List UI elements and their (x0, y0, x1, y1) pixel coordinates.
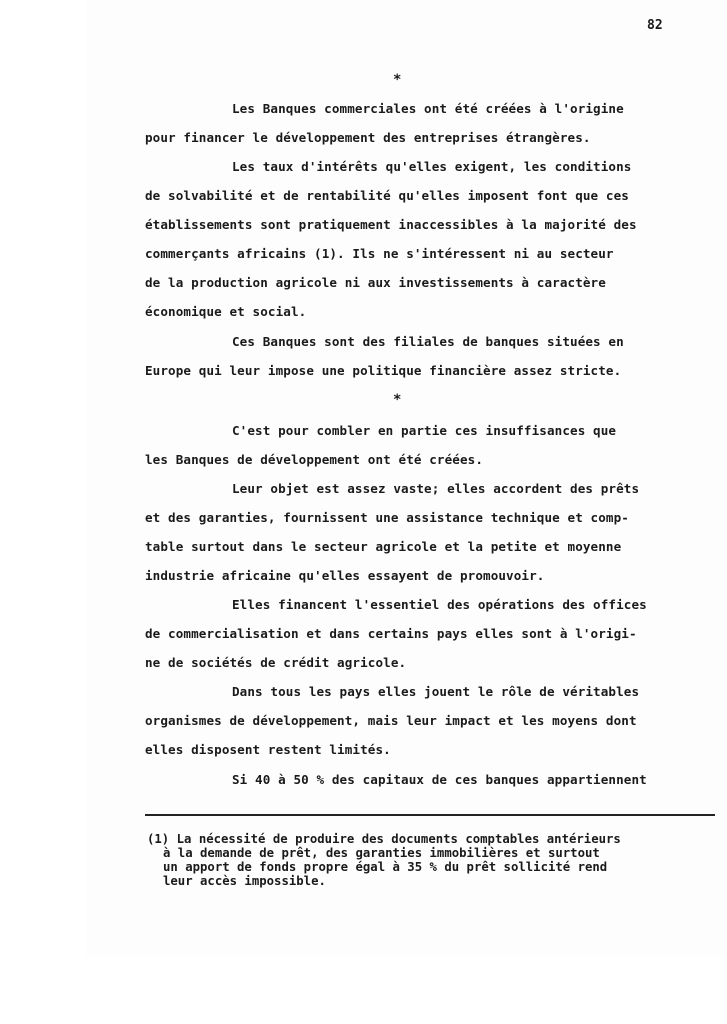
text-line: table surtout dans le secteur agricole et la petite et moyenne (145, 539, 622, 554)
text-line: pour financer le développement des entreprises étrangères. (145, 130, 591, 145)
footnote-divider (145, 814, 715, 816)
page-number: 82 (647, 18, 663, 33)
text-line: de la production agricole ni aux investissements à caractère (145, 275, 606, 290)
text-line: Les Banques commerciales ont été créées à l'origine (232, 101, 624, 116)
footnote-line: (1) La nécessité de produire des documents comptables antérieurs (147, 832, 621, 846)
text-line: Leur objet est assez vaste; elles accordent des prêts (232, 481, 640, 496)
text-line: Elles financent l'essentiel des opérations des offices (232, 597, 647, 612)
text-line: de commercialisation et dans certains pays elles sont à l'origi- (145, 626, 637, 641)
text-line: Les taux d'intérêts qu'elles exigent, les conditions (232, 159, 632, 174)
text-line: de solvabilité et de rentabilité qu'elles imposent font que ces (145, 188, 629, 203)
section-separator-star: * (393, 72, 402, 88)
text-line: industrie africaine qu'elles essayent de promouvoir. (145, 568, 545, 583)
text-line: Ces Banques sont des filiales de banques situées en (232, 334, 624, 349)
text-line: établissements sont pratiquement inaccessibles à la majorité des (145, 217, 637, 232)
text-line: Europe qui leur impose une politique financière assez stricte. (145, 363, 622, 378)
section-separator-star: * (393, 392, 402, 408)
text-line: Si 40 à 50 % des capitaux de ces banques appartiennent (232, 772, 647, 787)
text-line: organismes de développement, mais leur impact et les moyens dont (145, 713, 637, 728)
text-line: ne de sociétés de crédit agricole. (145, 655, 407, 670)
text-line: Dans tous les pays elles jouent le rôle de véritables (232, 684, 640, 699)
text-line: les Banques de développement ont été créées. (145, 452, 484, 467)
footnote-line: à la demande de prêt, des garanties immobilières et surtout (163, 846, 600, 860)
text-line: C'est pour combler en partie ces insuffisances que (232, 423, 617, 438)
text-line: elles disposent restent limités. (145, 742, 391, 757)
footnote-line: un apport de fonds propre égal à 35 % du prêt sollicité rend (163, 860, 608, 874)
text-line: commerçants africains (1). Ils ne s'intéressent ni au secteur (145, 246, 614, 261)
text-line: et des garanties, fournissent une assistance technique et comp- (145, 510, 629, 525)
footnote-line: leur accès impossible. (163, 874, 326, 888)
text-line: économique et social. (145, 304, 307, 319)
